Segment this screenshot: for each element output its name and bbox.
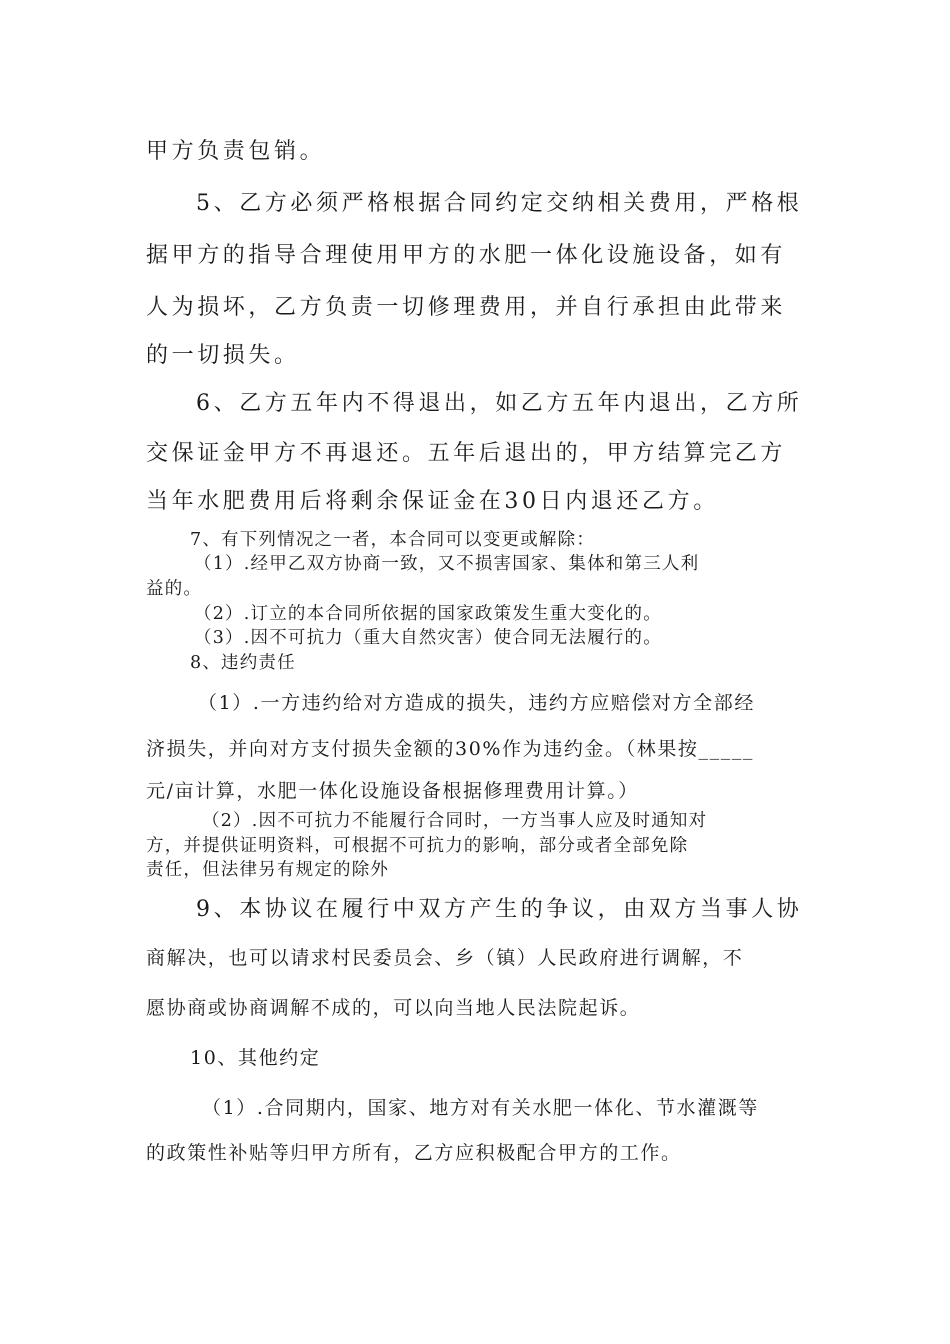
text-line: 据甲方的指导合理使用甲方的水肥一体化设施设备，如有: [146, 243, 787, 268]
text-line: （1）.经甲乙双方协商一致，又不损害国家、集体和第三人利: [194, 554, 700, 574]
text-line: 5、乙方必须严格根据合同约定交纳相关费用，严格根: [196, 191, 803, 216]
text-line: 人为损坏，乙方负责一切修理费用，并自行承担由此带来: [146, 295, 787, 320]
text-line: 甲方负责包销。: [146, 139, 326, 164]
text-line: 交保证金甲方不再退还。五年后退出的，甲方结算完乙方: [146, 441, 787, 466]
text-line: （2）.因不可抗力不能履行合同时，一方当事人应及时通知对: [202, 811, 708, 831]
text-line: （2）.订立的本合同所依据的国家政策发生重大变化的。: [194, 604, 662, 624]
text-line: 愿协商或协商调解不成的，可以向当地人民法院起诉。: [146, 997, 641, 1019]
text-line: 商解决，也可以请求村民委员会、乡（镇）人民政府进行调解，不: [146, 947, 744, 969]
text-line: 9、本协议在履行中双方产生的争议，由双方当事人协: [196, 897, 803, 922]
text-line: （3）.因不可抗力（重大自然灾害）使合同无法履行的。: [194, 628, 662, 648]
text-line: 的政策性补贴等归甲方所有，乙方应积极配合甲方的工作。: [146, 1142, 682, 1164]
text-line: 8、违约责任: [190, 653, 296, 673]
text-line: （1）.一方违约给对方造成的损失，违约方应赔偿对方全部经: [198, 692, 755, 714]
text-line: 益的。: [146, 579, 203, 599]
text-line: 的一切损失。: [146, 343, 300, 368]
text-line: 责任，但法律另有规定的除外: [146, 860, 390, 880]
text-line: 方，并提供证明资料，可根据不可抗力的影响，部分或者全部免除: [146, 836, 689, 856]
text-line: 10、其他约定: [190, 1047, 321, 1069]
text-line: 济损失，并向对方支付损失金额的30%作为违约金。（林果按_____: [146, 738, 755, 760]
text-line: 7、有下列情况之一者，本合同可以变更或解除：: [190, 530, 596, 550]
text-line: （1）.合同期内，国家、地方对有关水肥一体化、节水灌溉等: [202, 1097, 759, 1119]
text-line: 当年水肥费用后将剩余保证金在30日内退还乙方。: [146, 489, 719, 514]
text-line: 6、乙方五年内不得退出，如乙方五年内退出，乙方所: [196, 391, 803, 416]
text-line: 元/亩计算，水肥一体化设施设备根据修理费用计算。）: [146, 780, 639, 802]
